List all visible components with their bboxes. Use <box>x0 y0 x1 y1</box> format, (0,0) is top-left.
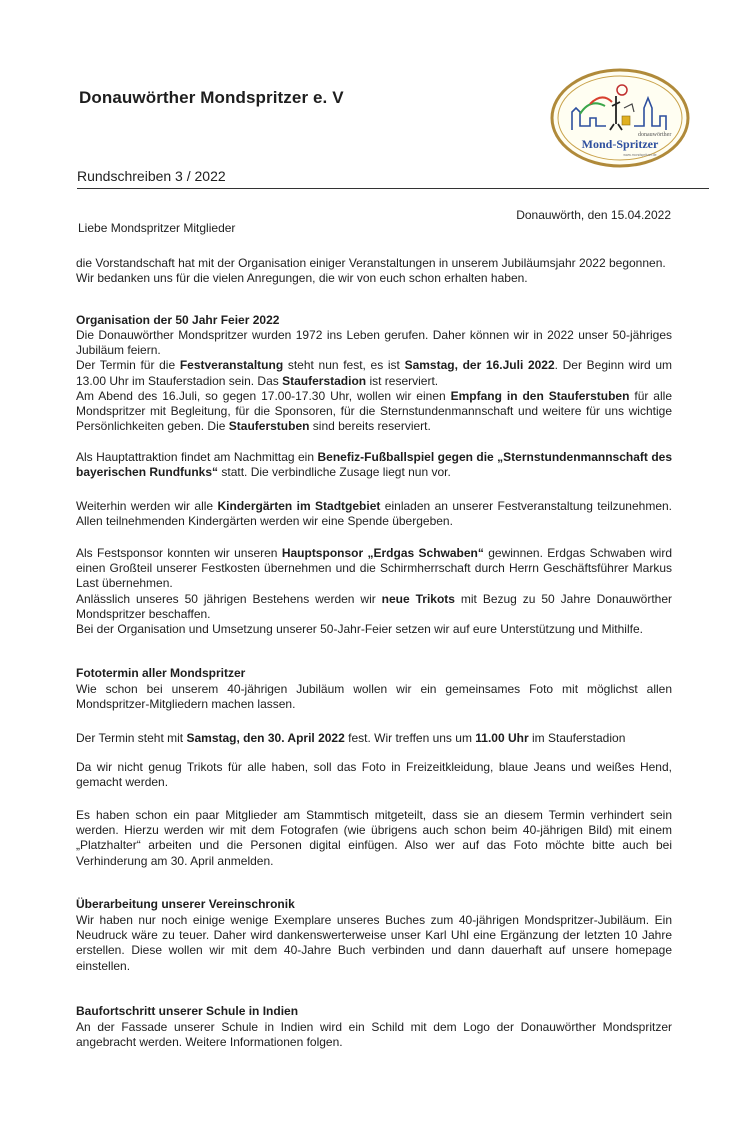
celebration-paragraph-1: Die Donauwörther Mondspritzer wurden 1972 ins Leben gerufen. Daher können wir in 2022 unser 50-jähriges Jubiläum feiern. Der Termin für die Festveranstaltung steht nun fest, es ist Samstag, der 16.Juli 2022. Der Beginn wird um 13.00 Uhr im Stauferstadion sein. Das Stauferstadion ist reserviert. Am Abend des 16.Juli, so gegen 17.00-17.30 Uhr, wollen wir einen Empfang in den Stauferstuben für alle Mondspritzer mit Begleitung, für die Sponsoren, für die Sternstundenmannschaft und weitere für uns wichtige Persönlichkeiten geben. Die Stauferstuben sind bereits reserviert. <box>76 328 673 434</box>
intro-line-1: die Vorstandschaft hat mit der Organisation einiger Veranstaltungen in unserem Jubiläumsjahr 2022 begonnen. <box>76 256 666 270</box>
org-name: Donauwörther Mondspritzer e. V <box>79 88 344 107</box>
photo-paragraph-1: Wie schon bei unserem 40-jährigen Jubiläum wollen wir ein gemeinsames Foto mit möglichst allen Mondspritzer-Mitgliedern machen lassen. <box>76 682 672 712</box>
photo-paragraph-date: Der Termin steht mit Samstag, den 30. April 2022 fest. Wir treffen uns um 11.00 Uhr im Stauferstadion <box>76 731 626 745</box>
school-paragraph: An der Fassade unserer Schule in Indien wird ein Schild mit dem Logo der Donauwörther Mondspritzer angebracht werden. Weitere Informationen folgen. <box>76 1020 672 1050</box>
section-heading-school: Baufortschritt unserer Schule in Indien <box>76 1004 299 1018</box>
section-heading-photo: Fototermin aller Mondspritzer <box>76 666 246 680</box>
section-heading-celebration: Organisation der 50 Jahr Feier 2022 <box>76 313 280 327</box>
chronicle-paragraph: Wir haben nur noch einige wenige Exemplare unseres Buches zum 40-jährigen Mondspritzer-Jubiläum. Ein Neudruck wäre zu teuer. Daher wird dankenswerterweise unser Karl Uhl eine Ergänzung der letzten 10 Jahre erstellen. Diese wollen wir mit dem 40-Jahre Buch verbinden und dann dauerhaft auf unsere homepage einstellen. <box>76 913 672 973</box>
celebration-paragraph-sponsor: Als Festsponsor konnten wir unseren Hauptsponsor „Erdgas Schwaben“ gewinnen. Erdgas Schwaben wird einen Großteil unserer Festkosten übernehmen und die Schirmherrschaft durch Herrn Geschäftsführer Markus Last übernehmen. Anlässlich unseres 50 jährigen Bestehens werden wir neue Trikots mit Bezug zu 50 Jahre Donauwörther Mondspritzer beschaffen. Bei der Organisation und Umsetzung unserer 50-Jahr-Feier setzen wir auf eure Unterstützung und Mithilfe. <box>76 546 673 637</box>
logo-line1: donauwörther <box>638 132 672 138</box>
celebration-paragraph-kindergarten: Weiterhin werden wir alle Kindergärten im Stadtgebiet einladen an unserer Festveranstaltung teilzunehmen. Allen teilnehmenden Kindergärten werden wir eine Spende übergeben. <box>76 499 673 529</box>
circular-label: Rundschreiben 3 / 2022 <box>77 168 226 184</box>
intro-line-2: Wir bedanken uns für die vielen Anregungen, die wir von euch schon erhalten haben. <box>76 271 528 285</box>
header-divider <box>77 188 709 189</box>
club-logo <box>550 68 690 168</box>
celebration-paragraph-football: Als Hauptattraktion findet am Nachmittag ein Benefiz-Fußballspiel gegen die „Sternstundenmannschaft des bayerischen Rundfunks“ statt. Die verbindliche Zusage liegt nun vor. <box>76 450 672 480</box>
logo-line3: www.mondspritzer.de <box>623 153 657 157</box>
place-date: Donauwörth, den 15.04.2022 <box>516 208 671 222</box>
greeting: Liebe Mondspritzer Mitglieder <box>78 221 236 235</box>
section-heading-chronicle: Überarbeitung unserer Vereinschronik <box>76 897 295 911</box>
photo-paragraph-placeholder: Es haben schon ein paar Mitglieder am Stammtisch mitgeteilt, dass sie an diesem Termin verhindert sein werden. Hierzu werden wir mit dem Fotografen (wie übrigens auch schon beim 40-jährigen Bild) mit einem „Platzhalter“ arbeiten und die Personen digital einfügen. Also wer auf das Foto möchte bitte auch bei Verhinderung am 30. April anmelden. <box>76 808 672 868</box>
logo-line2: Mond-Spritzer <box>581 137 659 151</box>
photo-paragraph-clothing: Da wir nicht genug Trikots für alle haben, soll das Foto in Freizeitkleidung, blaue Jeans und weißes Hend, gemacht werden. <box>76 760 672 790</box>
